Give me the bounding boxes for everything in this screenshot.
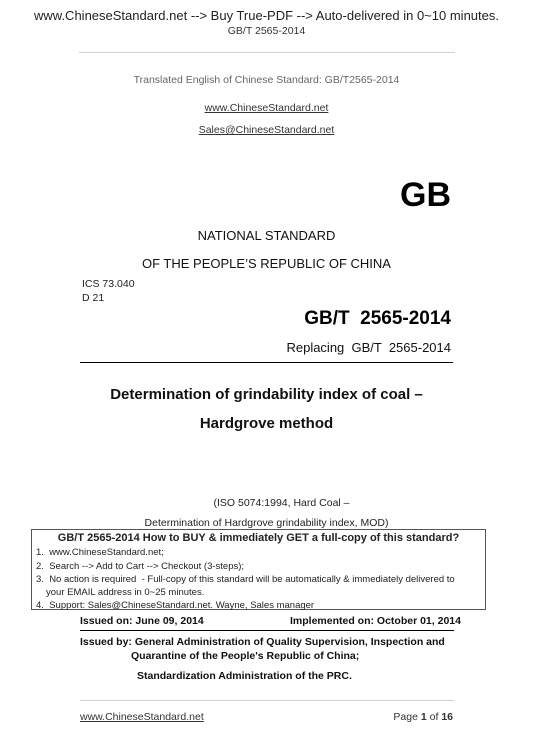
buy-step-4: 4. Support: Sales@ChineseStandard.net. Wayne, Sales manager [36,600,315,611]
page-number [393,711,453,723]
header-standard-number: GB/T 2565-2014 [227,25,306,37]
republic-heading: OF THE PEOPLE’S REPUBLIC OF CHINA [142,256,391,271]
d-code: D 21 [82,292,105,304]
document-title-line2: Hardgrove method [199,415,334,432]
gb-logo: GB [400,176,451,214]
footer-divider [80,700,454,701]
document-title-line1: Determination of grindability index of coal – [110,386,423,403]
header-divider [79,52,455,53]
title-divider [80,362,453,363]
page-current: 1 [420,711,427,723]
buy-box-title: GB/T 2565-2014 How to BUY & immediately GET a full-copy of this standard? [57,532,460,544]
buy-step-2: 2. Search --> Add to Cart --> Checkout (3-steps); [36,561,245,572]
translation-note: Translated English of Chinese Standard: GB/T2565-2014 [133,74,400,86]
issue-divider [80,630,454,631]
standard-number: GB/T 2565-2014 [304,308,451,329]
sales-email-link[interactable]: Sales@ChineseStandard.net [198,124,335,136]
buy-step-1: 1. www.ChineseStandard.net; [36,547,164,558]
footer-site-link[interactable]: www.ChineseStandard.net [80,711,204,723]
page-prefix: Page [393,711,421,723]
national-standard-heading: NATIONAL STANDARD [197,228,336,243]
buy-instructions-box [31,529,486,610]
issued-on-date: Issued on: June 09, 2014 [80,615,204,627]
issued-by-line3: Standardization Administration of the PRC. [137,670,352,682]
page-of: of [426,711,442,723]
ics-code: ICS 73.040 [82,278,135,290]
sales-link-row [0,120,533,138]
issued-by-line1: Issued by: General Administration of Quality Supervision, Inspection and [80,636,445,648]
iso-reference-line2: Determination of Hardgrove grindability index, MOD) [144,517,389,529]
site-link[interactable]: www.ChineseStandard.net [204,102,329,114]
page-total: 16 [441,711,453,723]
replacing-note: Replacing GB/T 2565-2014 [286,340,451,355]
iso-reference-line1: (ISO 5074:1994, Hard Coal – [213,497,350,509]
implemented-on-date: Implemented on: October 01, 2014 [290,615,461,627]
issued-by-line2: Quarantine of the People's Republic of China; [131,650,360,662]
header-promo-line: www.ChineseStandard.net --> Buy True-PDF --> Auto-delivered in 0~10 minutes. [34,8,499,23]
buy-step-3-continued: your EMAIL address in 0~25 minutes. [46,587,205,598]
buy-step-3: 3. No action is required - Full-copy of this standard will be automatically & immediately delivered to [36,574,455,585]
site-link-row [0,98,533,116]
